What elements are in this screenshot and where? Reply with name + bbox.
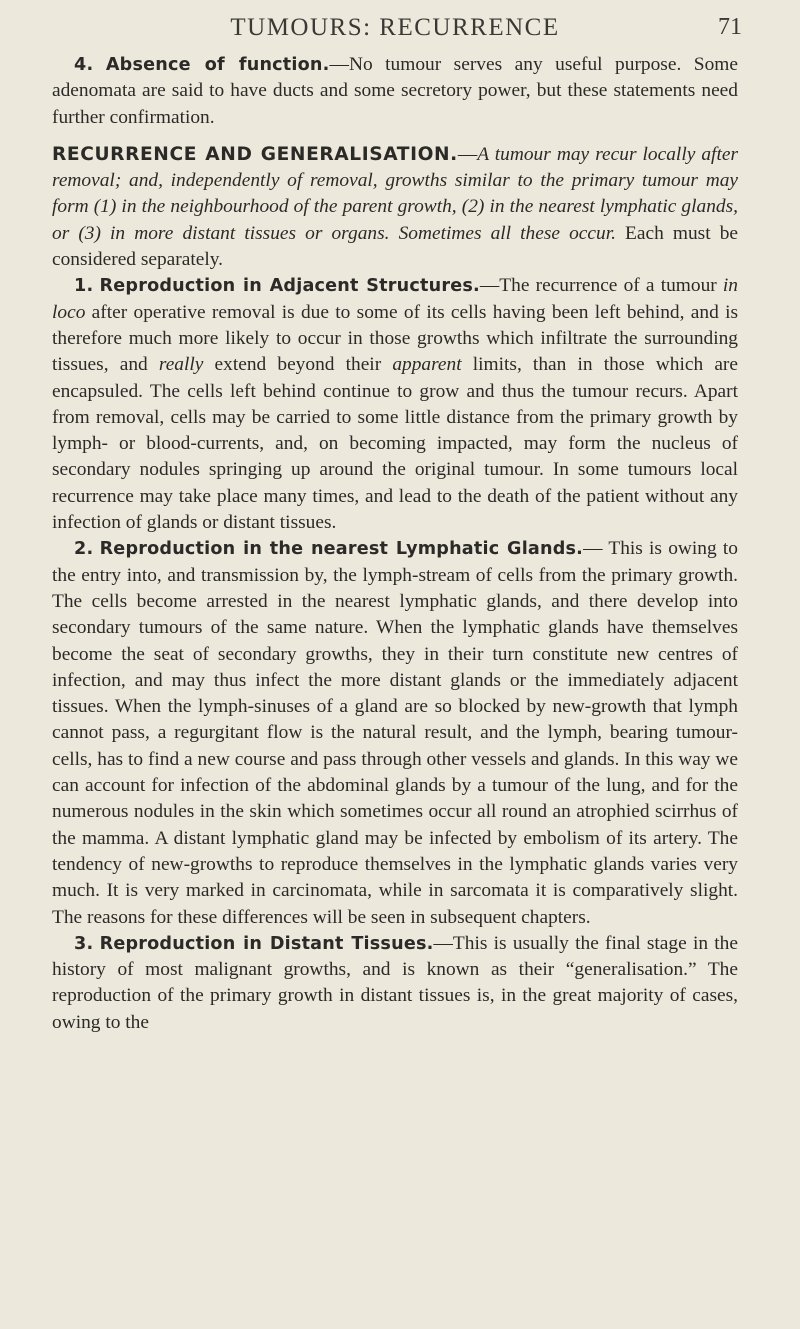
section-1-italic-apparent: apparent (392, 354, 462, 376)
absence-text: —No tumour serves any useful purpose. Some adenomata are said to have ducts and some secretory power, but these statements need further confirmation. (52, 54, 738, 128)
recurrence-intro-tail: Each must be considered separately. (52, 222, 739, 271)
recurrence-intro-italic: A tumour may recur locally after removal; and, independently of removal, growths similar to the primary tumour may form (1) in the neighbourhood of the parent growth, (2) in the nearest lymphatic glands, or (3) in more distant tissues or organs. Sometimes all these occur. (52, 143, 738, 244)
section-1-text-a: —The recurrence of a tumour (479, 275, 723, 297)
section-1-paragraph (52, 273, 738, 536)
section-2-paragraph (52, 536, 738, 930)
section-2-heading: Reproduction in the nearest Lymphatic Glands. (99, 539, 584, 560)
section-1-text-b: after operative removal is due to some of its cells having been left behind, and is therefore much more likely to occur in those growths which infiltrate the surrounding tissues, and (52, 301, 738, 376)
recurrence-heading: RECURRENCE AND GENERALISATION. (52, 143, 458, 165)
absence-number: 4. (74, 55, 94, 75)
section-1-heading: Reproduction in Adjacent Structures. (99, 276, 480, 297)
running-header (52, 14, 742, 44)
section-3-text: —This is usually the final stage in the history of most malignant growths, and is known as their “generalisation.” The reproduction of the primary growth in distant tissues is, in the great majority of cases, owing to the (52, 932, 738, 1033)
section-1-italic-really: really (158, 354, 204, 376)
section-3-heading: Reproduction in Distant Tissues. (99, 933, 434, 954)
section-1-italic-in-loco: in loco (52, 275, 738, 323)
running-title: TUMOURS: RECURRENCE (230, 14, 560, 41)
section-2-text: — This is owing to the entry into, and transmission by, the lymph-stream of cells from the primary growth. The cells become arrested in the nearest lymphatic glands, and there develop into secondary tumours of the same nature. When the lymphatic glands have themselves become the seat of secondary growths, they in their turn constitute new centres of infection, and may thus infect the more distant glands or the immediately adjacent tissues. When the lymph-sinuses of a gland are so blocked by new-growth that lymph cannot pass, a regurgitant flow is the natural result, and the lymph, bearing tumour-cells, has to find a new course and pass through other vessels and glands. In this way we can account for infection of the abdominal glands by a tumour of the lung, and for the numerous nodules in the skin which sometimes occur all round an atrophied scirrhus of the mamma. A distant lymphatic gland may be infected by embolism of its artery. The tendency of new-growths to reproduce themselves in the lymphatic glands varies very much. It is very marked in carcinomata, while in sarcomata it is comparatively slight. The reasons for these differences will be seen in subsequent chapters. (52, 538, 738, 928)
recurrence-dash: — (457, 143, 478, 165)
absence-paragraph (52, 52, 738, 131)
section-2-number: 2. (74, 539, 94, 560)
section-1-number: 1. (74, 276, 94, 297)
page-number: 71 (718, 14, 742, 40)
section-1-text-c: extend beyond their (203, 354, 393, 376)
recurrence-paragraph (52, 142, 738, 273)
section-3-number: 3. (74, 933, 94, 954)
absence-heading: Absence of function. (105, 55, 330, 75)
section-3-paragraph (52, 931, 738, 1036)
section-1-text-d: limits, than in those which are encapsuled. The cells left behind continue to grow and thus the tumour recurs. Apart from removal, cells may be carried to some little distance from the primary growth by lymph- or blood-currents, and, on becoming impacted, may form the nucleus of secondary nodules springing up around the original tumour. In some tumours local recurrence may take place many times, and lead to the death of the patient without any infection of glands or distant tissues. (52, 354, 738, 534)
